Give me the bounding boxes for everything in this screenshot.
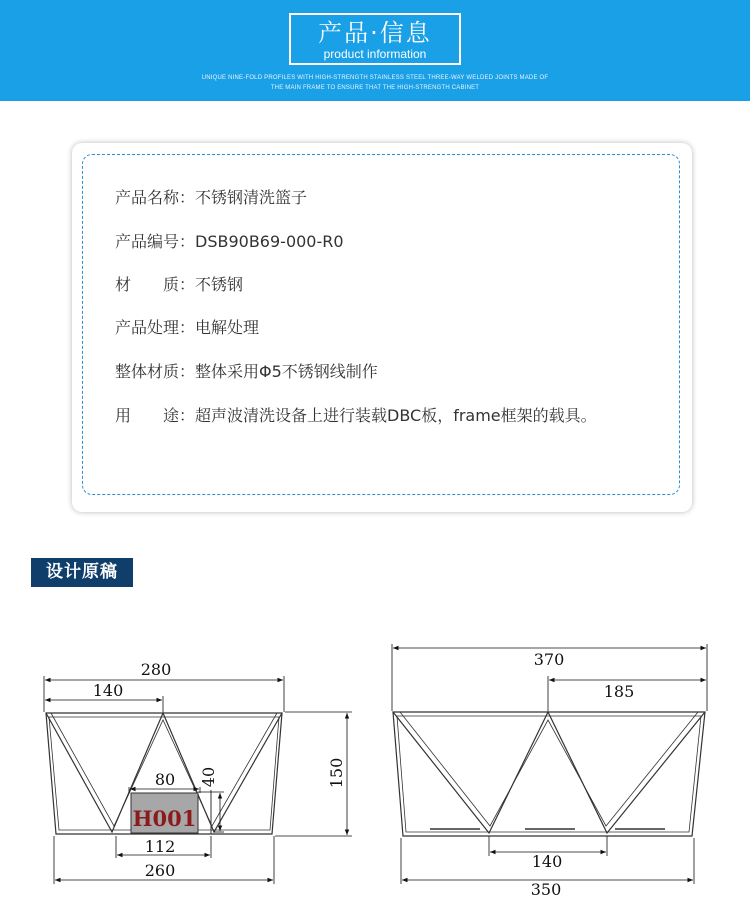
spec-value: DSB90B69-000-R0 [195, 232, 344, 251]
dim-bottom-total: 260 [144, 861, 176, 880]
banner-subtitle-line1: UNIQUE NINE-FOLD PROFILES WITH HIGH-STRENGTH STAINLESS STEEL THREE-WAY WELDED JOINTS MADE OF [201, 75, 549, 81]
dim-bottom-inner: 112 [144, 837, 176, 856]
dim-label-width: 80 [154, 770, 176, 789]
dim-right-bottom-total: 350 [530, 880, 562, 899]
spec-value: 电解处理 [195, 318, 260, 337]
spec-label: 产品处理： [115, 318, 196, 337]
dim-label-height: 40 [199, 766, 218, 788]
spec-label: 用 途： [115, 406, 196, 425]
right-view [393, 712, 705, 836]
spec-value: 不锈钢清洗篮子 [195, 188, 308, 207]
plate-label-text: H001 [132, 806, 197, 831]
left-view-dimensions [44, 676, 352, 884]
dim-right-bottom-inner: 140 [531, 852, 563, 871]
banner-title-zh: 产品·信息 [318, 19, 432, 47]
banner-title-en: product information [323, 47, 427, 61]
spec-value: 整体采用Φ5不锈钢线制作 [195, 362, 378, 381]
spec-value: 不锈钢 [195, 275, 244, 294]
dim-top-half: 140 [92, 681, 124, 700]
section-title-design-draft: 设计原稿 [31, 558, 133, 587]
dim-right-top-total: 370 [533, 650, 565, 669]
banner-subtitle-line2: THE MAIN FRAME TO ENSURE THAT THE HIGH-STRENGTH CABINET [270, 85, 480, 91]
right-view-dimensions [392, 644, 707, 884]
spec-label: 整体材质： [115, 362, 196, 381]
dim-height: 150 [327, 757, 346, 789]
dim-top-total: 280 [140, 660, 172, 679]
spec-label: 产品编号： [115, 232, 196, 251]
spec-value: 超声波清洗设备上进行装载DBC板，frame框架的载具。 [195, 406, 597, 425]
dim-right-top-half: 185 [603, 682, 635, 701]
spec-label: 材 质： [115, 275, 196, 294]
spec-label: 产品名称： [115, 188, 196, 207]
